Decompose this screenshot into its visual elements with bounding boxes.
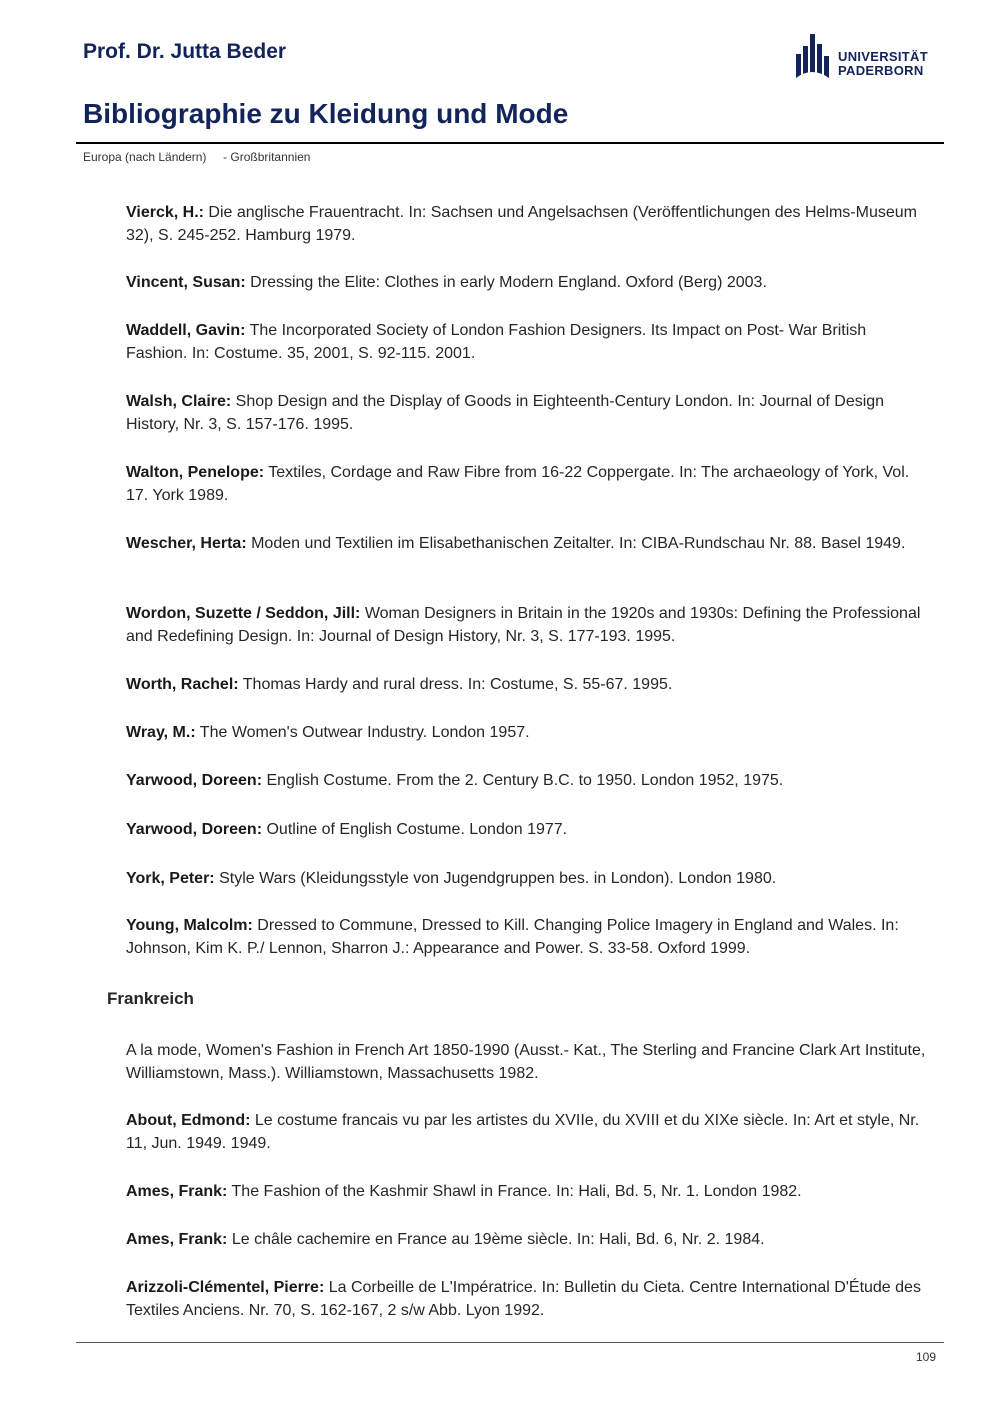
entry-author: Wray, M.: — [126, 724, 196, 741]
author-name: Prof. Dr. Jutta Beder — [83, 40, 287, 63]
entry-text: La Corbeille de L'Impératrice. In: Bulletin du Cieta. Centre International D'Étude des Textiles Anciens. Nr. 70, S. 162-167, 2 s/w Abb. Lyon 1992. — [126, 1279, 921, 1319]
entry-author: Waddell, Gavin: — [126, 322, 246, 339]
entry-text: Textiles, Cordage and Raw Fibre from 16-22 Coppergate. In: The archaeology of York, Vol. 17. York 1989. — [126, 464, 910, 504]
page-title: Bibliographie zu Kleidung und Mode — [83, 98, 569, 129]
bibliography-entry — [126, 319, 926, 365]
entry-author: Ames, Frank: — [126, 1183, 228, 1200]
university-logo — [794, 32, 934, 80]
section-heading-frankreich: Frankreich — [107, 989, 194, 1008]
entry-text: The Fashion of the Kashmir Shawl in France. In: Hali, Bd. 5, Nr. 1. London 1982. — [227, 1183, 802, 1200]
breadcrumb — [83, 150, 310, 164]
entry-author: Wordon, Suzette / Seddon, Jill: — [126, 605, 361, 622]
entry-author: Wescher, Herta: — [126, 535, 247, 552]
bibliography-entry — [126, 1180, 926, 1203]
entry-text: Style Wars (Kleidungsstyle von Jugendgruppen bes. in London). London 1980. — [214, 870, 777, 887]
entry-text: Woman Designers in Britain in the 1920s and 1930s: Defining the Professional and Redefining Design. In: Journal of Design History, Nr. 3, S. 177-193. 1995. — [126, 605, 921, 645]
bibliography-entry — [126, 1039, 926, 1085]
entry-text: Dressed to Commune, Dressed to Kill. Changing Police Imagery in England and Wales. In: Johnson, Kim K. P./ Lennon, Sharron J.: Appearance and Power. S. 33-58. Oxford 1999. — [126, 917, 899, 957]
entry-author: Walsh, Claire: — [126, 393, 232, 410]
breadcrumb-country: - Großbritannien — [223, 150, 311, 164]
entry-text: The Women's Outwear Industry. London 1957. — [195, 724, 530, 741]
footer-divider — [76, 1342, 944, 1343]
entry-author: Yarwood, Doreen: — [126, 772, 263, 789]
logo-line-1: UNIVERSITÄT — [838, 49, 928, 64]
entry-text: Outline of English Costume. London 1977. — [262, 821, 568, 838]
bibliography-entry — [126, 818, 926, 841]
page-number: 109 — [915, 1350, 936, 1364]
bibliography-entry — [126, 867, 926, 890]
bibliography-entry — [126, 914, 926, 960]
entry-author: Yarwood, Doreen: — [126, 821, 263, 838]
entry-text: Shop Design and the Display of Goods in Eighteenth-Century London. In: Journal of Design History, Nr. 3, S. 157-176. 1995. — [126, 393, 885, 433]
bibliography-entry — [126, 769, 926, 792]
entry-author: Vierck, H.: — [126, 204, 204, 221]
entry-text: Dressing the Elite: Clothes in early Modern England. Oxford (Berg) 2003. — [245, 274, 767, 291]
entry-author: Arizzoli-Clémentel, Pierre: — [126, 1279, 325, 1296]
entry-text: Die anglische Frauentracht. In: Sachsen und Angelsachsen (Veröffentlichungen des Helms-Museum 32), S. 245-252. Hamburg 1979. — [126, 204, 917, 244]
bibliography-entry — [126, 1276, 926, 1322]
breadcrumb-separator — [206, 150, 223, 164]
bibliography-entry — [126, 721, 926, 744]
university-logo-icon — [794, 32, 834, 80]
entry-text: Le costume francais vu par les artistes du XVIIe, du XVIII et du XIXe siècle. In: Art et style, Nr. 11, Jun. 1949. 1949. — [126, 1112, 920, 1152]
entry-text: Thomas Hardy and rural dress. In: Costume, S. 55-67. 1995. — [238, 676, 673, 693]
breadcrumb-region: Europa (nach Ländern) — [83, 150, 207, 164]
entry-text: English Costume. From the 2. Century B.C. to 1950. London 1952, 1975. — [262, 772, 784, 789]
entry-author: Walton, Penelope: — [126, 464, 265, 481]
entry-text: Le châle cachemire en France au 19ème siècle. In: Hali, Bd. 6, Nr. 2. 1984. — [227, 1231, 765, 1248]
entry-author: Vincent, Susan: — [126, 274, 246, 291]
bibliography-entry — [126, 461, 926, 507]
bibliography-entry — [126, 271, 926, 294]
bibliography-entry — [126, 673, 926, 696]
entry-text: A la mode, Women's Fashion in French Art 1850-1990 (Ausst.- Kat., The Sterling and Francine Clark Art Institute, Williamstown, Mass.). Williamstown, Massachusetts 1982. — [126, 1042, 926, 1082]
logo-line-2: PADERBORN — [838, 63, 924, 78]
entry-author: York, Peter: — [126, 870, 215, 887]
entry-author: About, Edmond: — [126, 1112, 251, 1129]
entry-text: The Incorporated Society of London Fashion Designers. Its Impact on Post- War British Fashion. In: Costume. 35, 2001, S. 92-115. 2001. — [126, 322, 867, 362]
entry-text: Moden und Textilien im Elisabethanischen Zeitalter. In: CIBA-Rundschau Nr. 88. Basel 1949. — [246, 535, 906, 552]
entry-author: Young, Malcolm: — [126, 917, 253, 934]
bibliography-entry — [126, 602, 926, 648]
header-divider — [76, 142, 944, 144]
bibliography-entry — [126, 390, 926, 436]
bibliography-entry — [126, 1109, 926, 1155]
entry-author: Worth, Rachel: — [126, 676, 239, 693]
bibliography-entry — [126, 532, 926, 555]
bibliography-entry — [126, 201, 926, 247]
bibliography-entry — [126, 1228, 926, 1251]
entry-author: Ames, Frank: — [126, 1231, 228, 1248]
